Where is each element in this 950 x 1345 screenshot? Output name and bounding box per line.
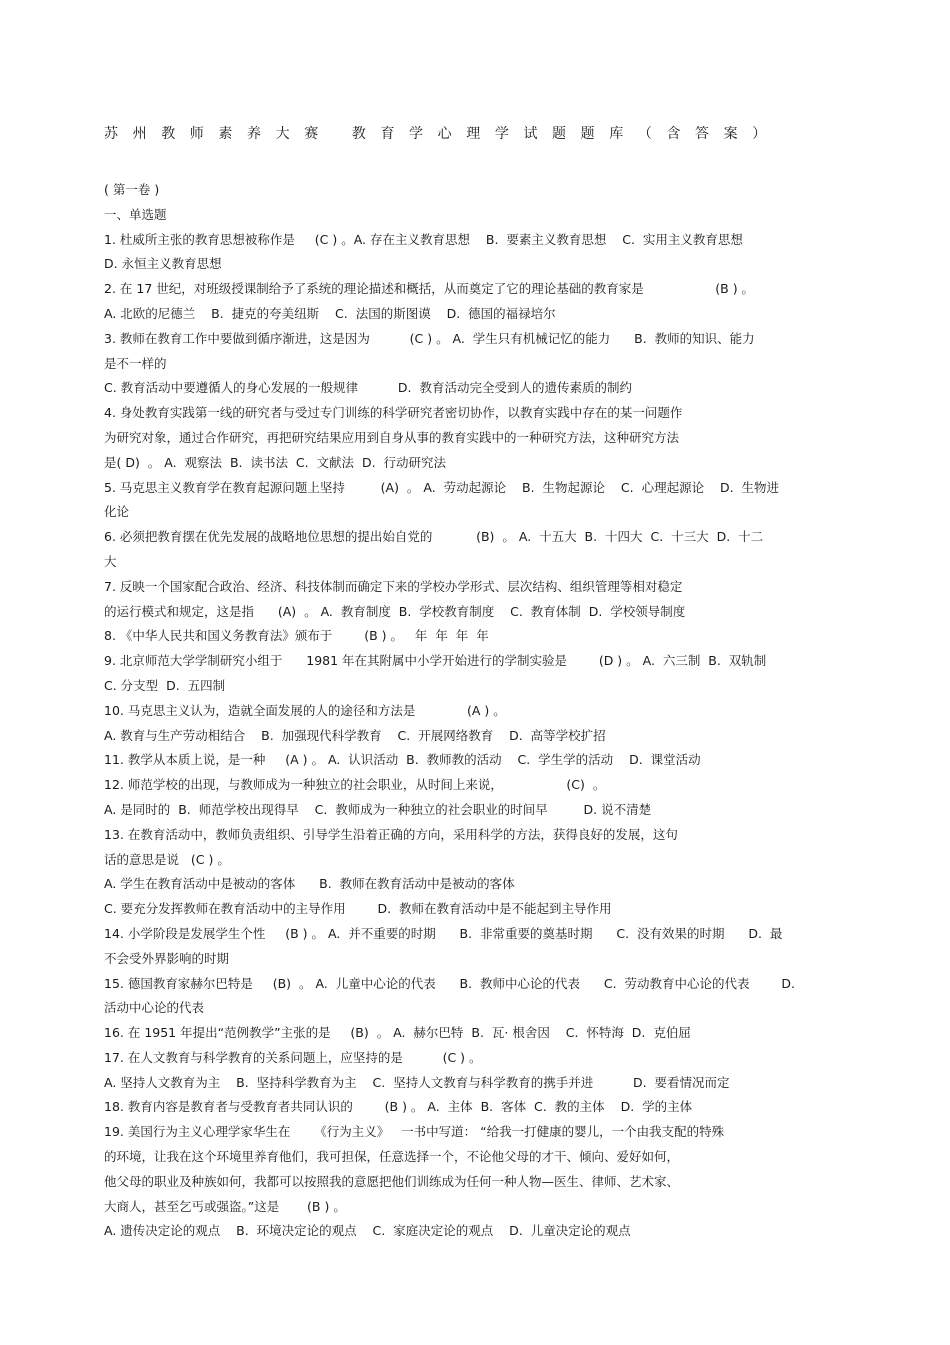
- text-line: 16. 在 1951 年提出“范例教学”主张的是 (B) 。 A. 赫尔巴特 B. 瓦· 根舍因 C. 怀特海 D. 克伯屈: [104, 1025, 691, 1041]
- text-line: 大: [104, 553, 117, 569]
- text-line: A. 教育与生产劳动相结合 B. 加强现代科学教育 C. 开展网络教育 D. 高等学校扩招: [104, 727, 606, 743]
- document-body: [104, 178, 844, 1244]
- text-line: A. 学生在教育活动中是被动的客体 B. 教师在教育活动中是被动的客体: [104, 876, 515, 892]
- text-line: 17. 在人文教育与科学教育的关系问题上，应坚持的是 (C ) 。: [104, 1049, 482, 1065]
- text-line: C. 教育活动中要遵循人的身心发展的一般规律 D. 教育活动完全受到人的遗传素质的制约: [104, 380, 632, 396]
- text-line: 不会受外界影响的时期: [104, 950, 230, 966]
- text-line: A. 坚持人文教育为主 B. 坚持科学教育为主 C. 坚持人文教育与科学教育的携手并进 D. 要看情况而定: [104, 1074, 730, 1090]
- text-line: D. 永恒主义教育思想: [104, 256, 222, 272]
- text-line: 1. 杜威所主张的教育思想被称作是 (C ) 。A. 存在主义教育思想 B. 要素主义教育思想 C. 实用主义教育思想: [104, 231, 743, 247]
- text-line: 6. 必须把教育摆在优先发展的战略地位思想的提出始自党的 (B) 。 A. 十五大 B. 十四大 C. 十三大 D. 十二: [104, 529, 764, 545]
- text-line: 12. 师范学校的出现，与教师成为一种独立的社会职业，从时间上来说， (C) 。: [104, 777, 606, 793]
- text-line: 话的意思是说 (C ) 。: [104, 851, 230, 867]
- text-line: 大商人，甚至乞丐或强盗。”这是 (B ) 。: [104, 1198, 346, 1214]
- text-line: 是( D) 。 A. 观察法 B. 读书法 C. 文献法 D. 行动研究法: [104, 454, 447, 470]
- text-line: 5. 马克思主义教育学在教育起源问题上坚持 (A) 。 A. 劳动起源论 B. 生物起源论 C. 心理起源论 D. 生物进: [104, 479, 780, 495]
- text-line: 13. 在教育活动中，教师负责组织、引导学生沿着正确的方向，采用科学的方法，获得良好的发展，这句: [104, 826, 678, 842]
- text-line: 活动中心论的代表: [104, 1000, 205, 1016]
- text-line: 19. 美国行为主义心理学家华生在 《行为主义》 一书中写道： “给我一打健康的婴儿，一个由我支配的特殊: [104, 1124, 725, 1140]
- text-line: 7. 反映一个国家配合政治、经济、科技体制而确定下来的学校办学形式、层次结构、组织管理等相对稳定: [104, 578, 683, 594]
- text-line: 9. 北京师范大学学制研究小组于 1981 年在其附属中小学开始进行的学制实验是 (D ) 。 A. 六三制 B. 双轨制: [104, 653, 767, 669]
- text-line: 的运行模式和规定，这是指 (A) 。 A. 教育制度 B. 学校教育制度 C. 教育体制 D. 学校领导制度: [104, 603, 686, 619]
- text-line: C. 分支型 D. 五四制: [104, 677, 226, 693]
- text-line: 化论: [104, 504, 130, 520]
- text-line: A. 是同时的 B. 师范学校出现得早 C. 教师成为一种独立的社会职业的时间早 D. 说不清楚: [104, 801, 652, 817]
- text-line: 3. 教师在教育工作中要做到循序渐进，这是因为 (C ) 。 A. 学生只有机械记忆的能力 B. 教师的知识、能力: [104, 330, 755, 346]
- text-line: 11. 教学从本质上说，是一种 (A ) 。 A. 认识活动 B. 教师教的活动 C. 学生学的活动 D. 课堂活动: [104, 752, 701, 768]
- text-line: 的环境，让我在这个环境里养育他们，我可担保，任意选择一个，不论他父母的才干、倾向、爱好如何，: [104, 1149, 680, 1165]
- text-line: 是不一样的: [104, 355, 167, 371]
- text-line: A. 北欧的尼德兰 B. 捷克的夸美纽斯 C. 法国的斯图谟 D. 德国的福禄培尔: [104, 305, 556, 321]
- text-line: 15. 德国教育家赫尔巴特是 (B) 。 A. 儿童中心论的代表 B. 教师中心论的代表 C. 劳动教育中心论的代表 D.: [104, 975, 795, 991]
- text-line: 8. 《中华人民共和国义务教育法》颁布于 (B ) 。 年 年 年 年: [104, 628, 489, 644]
- text-line: 他父母的职业及种族如何，我都可以按照我的意愿把他们训练成为任何一种人物—医生、律师、艺术家、: [104, 1173, 680, 1189]
- text-line: 一、单选题: [104, 206, 167, 222]
- text-line: 为研究对象，通过合作研究，再把研究结果应用到自身从事的教育实践中的一种研究方法，这种研究方法: [104, 429, 680, 445]
- text-line: 2. 在 17 世纪，对班级授课制给予了系统的理论描述和概括，从而奠定了它的理论基础的教育家是 (B ) 。: [104, 281, 755, 297]
- text-line: 14. 小学阶段是发展学生个性 (B ) 。 A. 并不重要的时期 B. 非常重要的奠基时期 C. 没有效果的时期 D. 最: [104, 925, 783, 941]
- text-line: ( 第一卷 ): [104, 182, 160, 197]
- document-title: 苏州教师素养大赛 教育学心理学试题题库（含答案）: [104, 126, 781, 142]
- text-line: A. 遗传决定论的观点 B. 环境决定论的观点 C. 家庭决定论的观点 D. 儿童决定论的观点: [104, 1223, 631, 1239]
- text-line: 10. 马克思主义认为，造就全面发展的人的途径和方法是 (A ) 。: [104, 702, 506, 718]
- text-line: C. 要充分发挥教师在教育活动中的主导作用 D. 教师在教育活动中是不能起到主导作用: [104, 901, 612, 917]
- text-line: 4. 身处教育实践第一线的研究者与受过专门训练的科学研究者密切协作，以教育实践中存在的某一问题作: [104, 405, 683, 421]
- text-line: 18. 教育内容是教育者与受教育者共同认识的 (B ) 。 A. 主体 B. 客体 C. 教的主体 D. 学的主体: [104, 1099, 693, 1115]
